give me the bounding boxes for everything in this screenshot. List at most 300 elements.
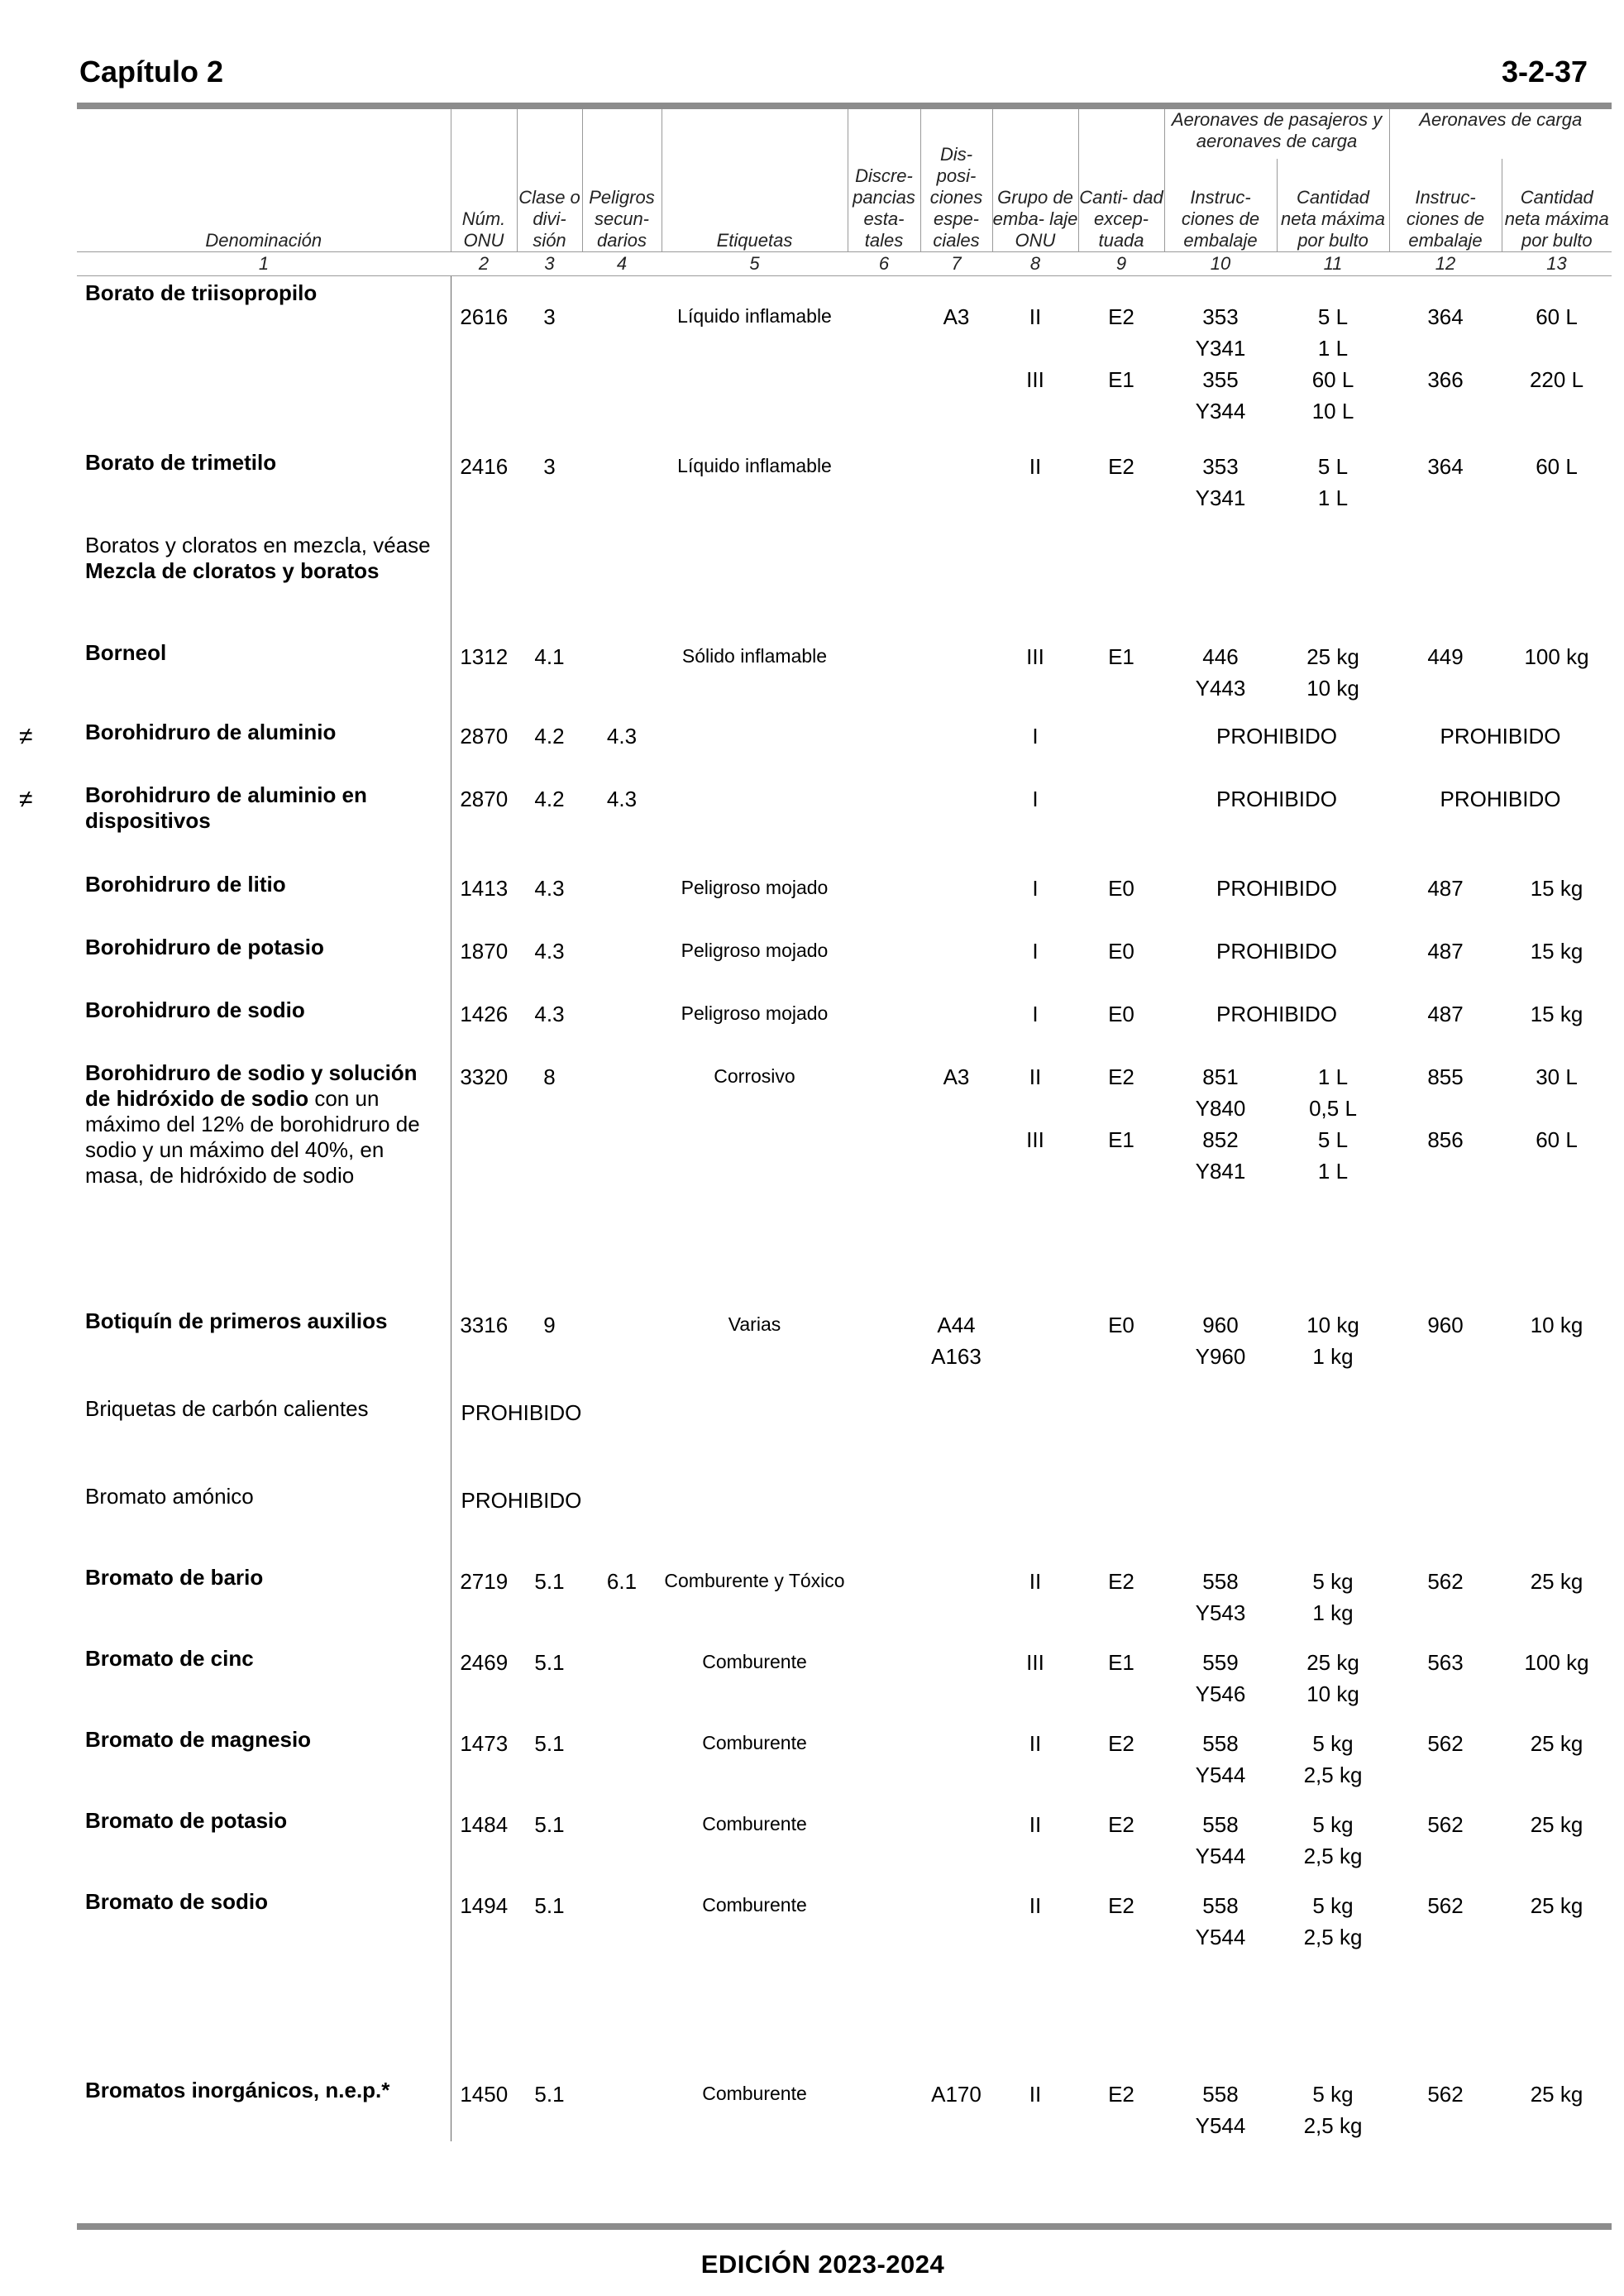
item-name [77,1392,451,1480]
table-row [77,446,1612,529]
cargo-packing-instruction [1389,1642,1502,1723]
passenger-prohibited: PROHIBIDO [1216,939,1337,964]
passenger-packing-instruction [1164,446,1277,529]
max-quantity: 25 kg [1530,2082,1583,2107]
subsidiary-hazard [582,1723,662,1804]
table-row [77,1056,1612,1304]
packing-instruction: Y960 [1195,1344,1246,1369]
state-variation [848,446,920,529]
packing-instruction: 353 [1202,454,1239,479]
subsidiary-hazard [582,1480,662,1561]
item-name-bold: Borneol [85,640,167,665]
packing-group [992,529,1078,636]
state-variation [848,715,920,778]
passenger-max-quantity [1277,446,1389,529]
packing-instruction: 487 [1427,939,1464,964]
col-denominacion: Denominación [205,229,322,251]
packing-group [992,1723,1078,1804]
state-variation [848,930,920,993]
max-quantity: 5 kg [1312,1569,1354,1594]
excepted-quantity-value: E2 [1108,1812,1134,1837]
hazard-class: 5.1 [534,1893,565,1918]
onu-number: 3320 [451,1056,517,1304]
packing-group [992,2074,1078,2141]
item-name [77,1304,451,1392]
max-quantity: 2,5 kg [1303,1925,1363,1949]
subsidiary-hazard [582,1885,662,2074]
hazard-label: Peligroso mojado [681,940,829,961]
hazard-label: Comburente [702,1651,807,1672]
cargo-max-quantity [1502,1885,1612,2074]
max-quantity: 10 kg [1306,676,1359,701]
hazard-class [517,529,582,636]
table-row [77,1723,1612,1804]
table-row [77,636,1612,715]
packing-instruction: Y344 [1195,398,1246,423]
passenger-packing-instruction [1164,2074,1277,2141]
table-row [77,715,1612,778]
packing-instruction: Y841 [1195,1159,1246,1184]
excepted-quantity [1078,1392,1164,1480]
packing-instruction: 856 [1427,1127,1464,1152]
onu-number: 2416 [451,446,517,529]
state-variation [848,1056,920,1304]
excepted-quantity-value: E1 [1108,1127,1134,1152]
excepted-quantity-value: E2 [1108,1064,1134,1089]
packing-instruction: 364 [1427,304,1464,329]
packing-group-value: I [1032,1002,1039,1026]
max-quantity: 15 kg [1530,1002,1583,1026]
hazard-label: Sólido inflamable [681,645,828,667]
packing-group [992,1642,1078,1723]
subsidiary-hazard [582,2074,662,2141]
passenger-packing-instruction [1164,1392,1277,1480]
item-name-bold: Borato de trimetilo [85,450,277,475]
cargo-max-quantity [1502,1480,1612,1561]
excepted-quantity-value: E0 [1108,1002,1134,1026]
cargo-max-quantity [1502,1642,1612,1723]
state-variation [848,1392,920,1480]
hazard-class: 4.3 [534,1002,565,1026]
state-variation [848,275,920,446]
hazard-label [662,529,848,636]
col-peligros: Peligros secun- darios [582,109,662,251]
packing-group-value: III [1026,644,1044,669]
hazard-label: Comburente [702,2083,807,2104]
table-row [77,1561,1612,1642]
onu-number: 2616 [451,275,517,446]
packing-group-value: II [1029,1812,1042,1837]
column-number: 5 [662,251,848,275]
passenger-max-quantity [1277,1642,1389,1723]
table-row [77,930,1612,993]
packing-group-value: III [1026,1650,1044,1675]
special-provisions [920,715,992,778]
passenger-packing-instruction [1164,1480,1277,1561]
top-rule [77,103,1612,109]
excepted-quantity-value: E2 [1108,2082,1134,2107]
hazard-class: 3 [543,304,556,329]
max-quantity: 10 kg [1530,1313,1583,1337]
cargo-packing-instruction [1389,1056,1502,1304]
packing-group [992,715,1078,778]
passenger-max-quantity [1277,1056,1389,1304]
table-row [77,529,1612,636]
max-quantity: 15 kg [1530,939,1583,964]
packing-instruction: Y341 [1195,335,1246,361]
hazard-label: Comburente [702,1813,807,1834]
packing-group [992,636,1078,715]
passenger-packing-instruction [1164,1642,1277,1723]
item-name [77,1885,451,2074]
column-number: 1 [77,251,451,275]
subsidiary-hazard [582,930,662,993]
item-name-bold: Borohidruro de potasio [85,935,324,959]
excepted-quantity-value: E0 [1108,1313,1134,1337]
passenger-packing-instruction [1164,1561,1277,1642]
column-number: 2 [451,251,517,275]
item-name-reference: Mezcla de cloratos y boratos [85,558,380,583]
special-provisions [920,275,992,446]
item-name-text: Briquetas de carbón calientes [85,1396,369,1421]
packing-group [992,930,1078,993]
packing-group-value: II [1029,1569,1042,1594]
special-provisions [920,446,992,529]
item-name [77,446,451,529]
onu-number: 1426 [451,993,517,1056]
special-provisions [920,1480,992,1561]
packing-instruction: 449 [1427,644,1464,669]
special-provisions [920,993,992,1056]
max-quantity: 25 kg [1306,644,1359,669]
packing-instruction [1389,395,1502,427]
cargo-packing-instruction [1389,446,1502,529]
packing-instruction: Y443 [1195,676,1246,701]
col-cant-carga: Cantidad neta máxima por bulto [1502,159,1612,251]
col-instr-carga: Instruc- ciones de embalaje [1389,159,1502,251]
max-quantity: 5 L [1317,1127,1349,1152]
special-provisions [920,1723,992,1804]
subsidiary-hazard [582,1392,662,1480]
excepted-quantity-value: E1 [1108,366,1134,392]
excepted-quantity-value: E1 [1108,644,1134,669]
packing-group-value: I [1032,876,1039,901]
max-quantity: 1 L [1317,1159,1349,1184]
change-marker-icon: ≠ [19,723,33,750]
state-variation [848,1304,920,1392]
excepted-quantity-value [1078,332,1164,364]
item-name [77,1561,451,1642]
cargo-prohibited: PROHIBIDO [1440,787,1561,811]
packing-group [992,1561,1078,1642]
hazard-class: 9 [543,1313,556,1337]
onu-number: 1312 [451,636,517,715]
table-row [77,778,1612,868]
state-variation [848,993,920,1056]
subsidiary-hazard [582,1056,662,1304]
col-group-pasajeros: Aeronaves de pasajeros y aeronaves de carga [1164,109,1389,159]
max-quantity: 2,5 kg [1303,1844,1363,1868]
cargo-packing-instruction [1389,529,1502,636]
onu-number: 1450 [451,2074,517,2141]
item-name-bold: Bromato de bario [85,1565,264,1590]
special-provisions [920,529,992,636]
packing-instruction: 562 [1427,1893,1464,1918]
max-quantity: 1 L [1317,335,1349,361]
hazard-label: Comburente y Tóxico [664,1570,845,1591]
table-row [77,2074,1612,2141]
packing-group-value: I [1032,787,1039,811]
onu-number: 1870 [451,930,517,993]
max-quantity: 10 kg [1306,1681,1359,1706]
item-name-bold: Bromatos inorgánicos, n.e.p.* [85,2078,390,2102]
packing-instruction: 562 [1427,1812,1464,1837]
packing-instruction: 355 [1202,366,1239,392]
state-variation [848,1885,920,2074]
packing-group-value [992,1093,1078,1124]
excepted-quantity [1078,1804,1164,1885]
max-quantity: 1 L [1317,486,1349,510]
chapter-title: Capítulo 2 [79,55,224,88]
table-body [19,275,1612,2141]
table-row [77,1642,1612,1723]
special-provision: A44 [937,1313,976,1337]
col-discrepancias: Discre- pancias esta- tales [848,109,920,251]
packing-instruction: 562 [1427,1731,1464,1756]
item-name-bold: Bromato de sodio [85,1889,269,1914]
passenger-max-quantity [1277,1561,1389,1642]
packing-instruction: Y341 [1195,486,1246,510]
packing-instruction: 562 [1427,1569,1464,1594]
item-name [77,1804,451,1885]
passenger-max-quantity [1277,1304,1389,1392]
onu-number: 2870 [451,715,517,778]
column-number: 11 [1277,251,1389,275]
hazard-label: Varias [728,1313,781,1335]
special-provisions [920,1885,992,2074]
special-provisions [920,868,992,930]
special-provisions [920,930,992,993]
packing-instruction: 559 [1202,1650,1239,1675]
packing-group [992,1056,1078,1304]
item-name-bold: Borohidruro de litio [85,872,286,897]
state-variation [848,1723,920,1804]
excepted-quantity-value [1078,1093,1164,1124]
special-provisions [920,1056,992,1304]
packing-instruction [1389,1155,1502,1187]
passenger-packing-instruction [1164,1056,1277,1304]
hazard-class: 5.1 [534,1569,565,1594]
max-quantity: 60 L [1311,366,1354,392]
excepted-quantity [1078,1561,1164,1642]
excepted-quantity [1078,993,1164,1056]
cargo-max-quantity [1502,993,1612,1056]
subsidiary-hazard [582,868,662,930]
header-row-top [77,109,1612,159]
excepted-quantity [1078,636,1164,715]
hazard-class: 5.1 [534,1650,565,1675]
col-cantidad-exceptuada: Canti- dad excep- tuada [1078,109,1164,251]
excepted-quantity-value: E2 [1108,454,1134,479]
excepted-quantity [1078,1480,1164,1561]
max-quantity: 5 kg [1312,1893,1354,1918]
packing-instruction [1389,332,1502,364]
table-row [77,1392,1612,1480]
cargo-packing-instruction [1389,1723,1502,1804]
cargo-max-quantity [1502,930,1612,993]
max-quantity: 25 kg [1530,1812,1583,1837]
hazard-class: 3 [543,454,556,479]
packing-instruction: 487 [1427,876,1464,901]
max-quantity: 1 kg [1312,1600,1354,1625]
passenger-packing-instruction [1164,275,1277,446]
item-name-text: con un máximo del 12% de borohidruro de sodio y un máximo del 40%, en masa, de hidróxido de sodio [85,1086,420,1188]
passenger-max-quantity [1277,1804,1389,1885]
cargo-max-quantity [1502,275,1612,446]
cargo-packing-instruction [1389,1885,1502,2074]
max-quantity: 5 L [1317,454,1349,479]
excepted-quantity-value: E0 [1108,876,1134,901]
excepted-quantity-value [1078,1155,1164,1187]
excepted-quantity [1078,2074,1164,2141]
column-number: 3 [517,251,582,275]
max-quantity: 220 L [1529,366,1584,392]
special-provisions [920,1392,992,1480]
max-quantity: 0,5 L [1309,1096,1357,1121]
col-cant-pasajeros: Cantidad neta máxima por bulto [1277,159,1389,251]
state-variation [848,1561,920,1642]
page-reference: 3-2-37 [1501,55,1588,88]
subsidiary-hazard: 4.3 [606,724,638,749]
dangerous-goods-table [19,109,1612,2141]
max-quantity: 60 L [1536,1127,1578,1152]
passenger-packing-instruction [1164,1885,1277,2074]
cargo-packing-instruction [1389,1480,1502,1561]
excepted-quantity-value [1078,395,1164,427]
item-name [77,636,451,715]
subsidiary-hazard [582,275,662,446]
cargo-max-quantity [1502,1723,1612,1804]
max-quantity: 2,5 kg [1303,1763,1363,1787]
passenger-max-quantity [1277,1392,1389,1480]
item-name [77,1480,451,1561]
item-name-bold: Borato de triisopropilo [85,280,318,305]
packing-instruction: 364 [1427,454,1464,479]
item-name [77,1642,451,1723]
column-number: 9 [1078,251,1164,275]
packing-instruction: 851 [1202,1064,1239,1089]
packing-instruction: 855 [1427,1064,1464,1089]
cargo-max-quantity [1502,1561,1612,1642]
item-name-bold: Botiquín de primeros auxilios [85,1308,388,1333]
packing-group [992,1392,1078,1480]
excepted-quantity [1078,778,1164,868]
max-quantity: 25 kg [1530,1731,1583,1756]
packing-group-value [992,395,1078,427]
subsidiary-hazard [582,529,662,636]
hazard-class: 4.2 [534,724,565,749]
table-row [77,1885,1612,2074]
max-quantity [1502,395,1612,427]
excepted-quantity [1078,930,1164,993]
cargo-packing-instruction [1389,993,1502,1056]
packing-instruction: Y544 [1195,2113,1246,2138]
packing-group-value: III [1026,1127,1044,1152]
onu-number [451,1480,582,1561]
subsidiary-hazard [582,1642,662,1723]
packing-group-value: II [1029,1893,1042,1918]
hazard-label: Peligroso mojado [681,877,829,898]
col-grupo: Grupo de emba- laje ONU [992,109,1078,251]
special-provisions [920,2074,992,2141]
packing-instruction: 446 [1202,644,1239,669]
subsidiary-hazard [582,1804,662,1885]
onu-number [451,1392,582,1480]
onu-number: 1413 [451,868,517,930]
hazard-class: 8 [543,1064,556,1089]
packing-group [992,446,1078,529]
packing-group [992,1304,1078,1392]
subsidiary-hazard [582,636,662,715]
packing-group-value: II [1029,2082,1042,2107]
cargo-max-quantity [1502,1392,1612,1480]
prohibited-text: PROHIBIDO [461,1488,582,1513]
packing-instruction: Y840 [1195,1096,1246,1121]
packing-instruction: Y543 [1195,1600,1246,1625]
passenger-max-quantity [1277,275,1389,446]
special-provisions [920,778,992,868]
state-variation [848,1480,920,1561]
onu-number: 2719 [451,1561,517,1642]
packing-instruction: 558 [1202,1731,1239,1756]
onu-number: 1473 [451,1723,517,1804]
packing-instruction: 563 [1427,1650,1464,1675]
special-provisions [920,1642,992,1723]
packing-group-value: II [1029,304,1042,329]
max-quantity: 25 kg [1530,1893,1583,1918]
passenger-packing-instruction [1164,1804,1277,1885]
edition-footer: EDICIÓN 2023-2024 [700,2250,945,2279]
subsidiary-hazard [582,446,662,529]
cargo-packing-instruction [1389,1804,1502,1885]
onu-number [451,529,517,636]
packing-instruction: Y544 [1195,1763,1246,1787]
item-name [77,1723,451,1804]
item-name [19,778,451,868]
passenger-max-quantity [1277,1723,1389,1804]
passenger-max-quantity [1277,2074,1389,2141]
hazard-label [662,715,848,778]
max-quantity: 1 L [1317,1064,1349,1089]
packing-group-value: I [1032,724,1039,749]
packing-group [992,868,1078,930]
excepted-quantity-value: E0 [1108,939,1134,964]
col-onu: Núm. ONU [451,109,517,251]
special-provisions [920,1561,992,1642]
hazard-class: 5.1 [534,2082,565,2107]
onu-number: 1494 [451,1885,517,2074]
max-quantity: 25 kg [1306,1650,1359,1675]
state-variation [848,1642,920,1723]
excepted-quantity [1078,1304,1164,1392]
table-row [77,1480,1612,1561]
item-name [77,275,451,446]
packing-instruction: 960 [1202,1313,1239,1337]
col-instr-pasajeros: Instruc- ciones de embalaje [1164,159,1277,251]
passenger-packing-instruction [1164,1723,1277,1804]
column-number: 13 [1502,251,1612,275]
item-name-bold: Bromato de cinc [85,1646,254,1671]
